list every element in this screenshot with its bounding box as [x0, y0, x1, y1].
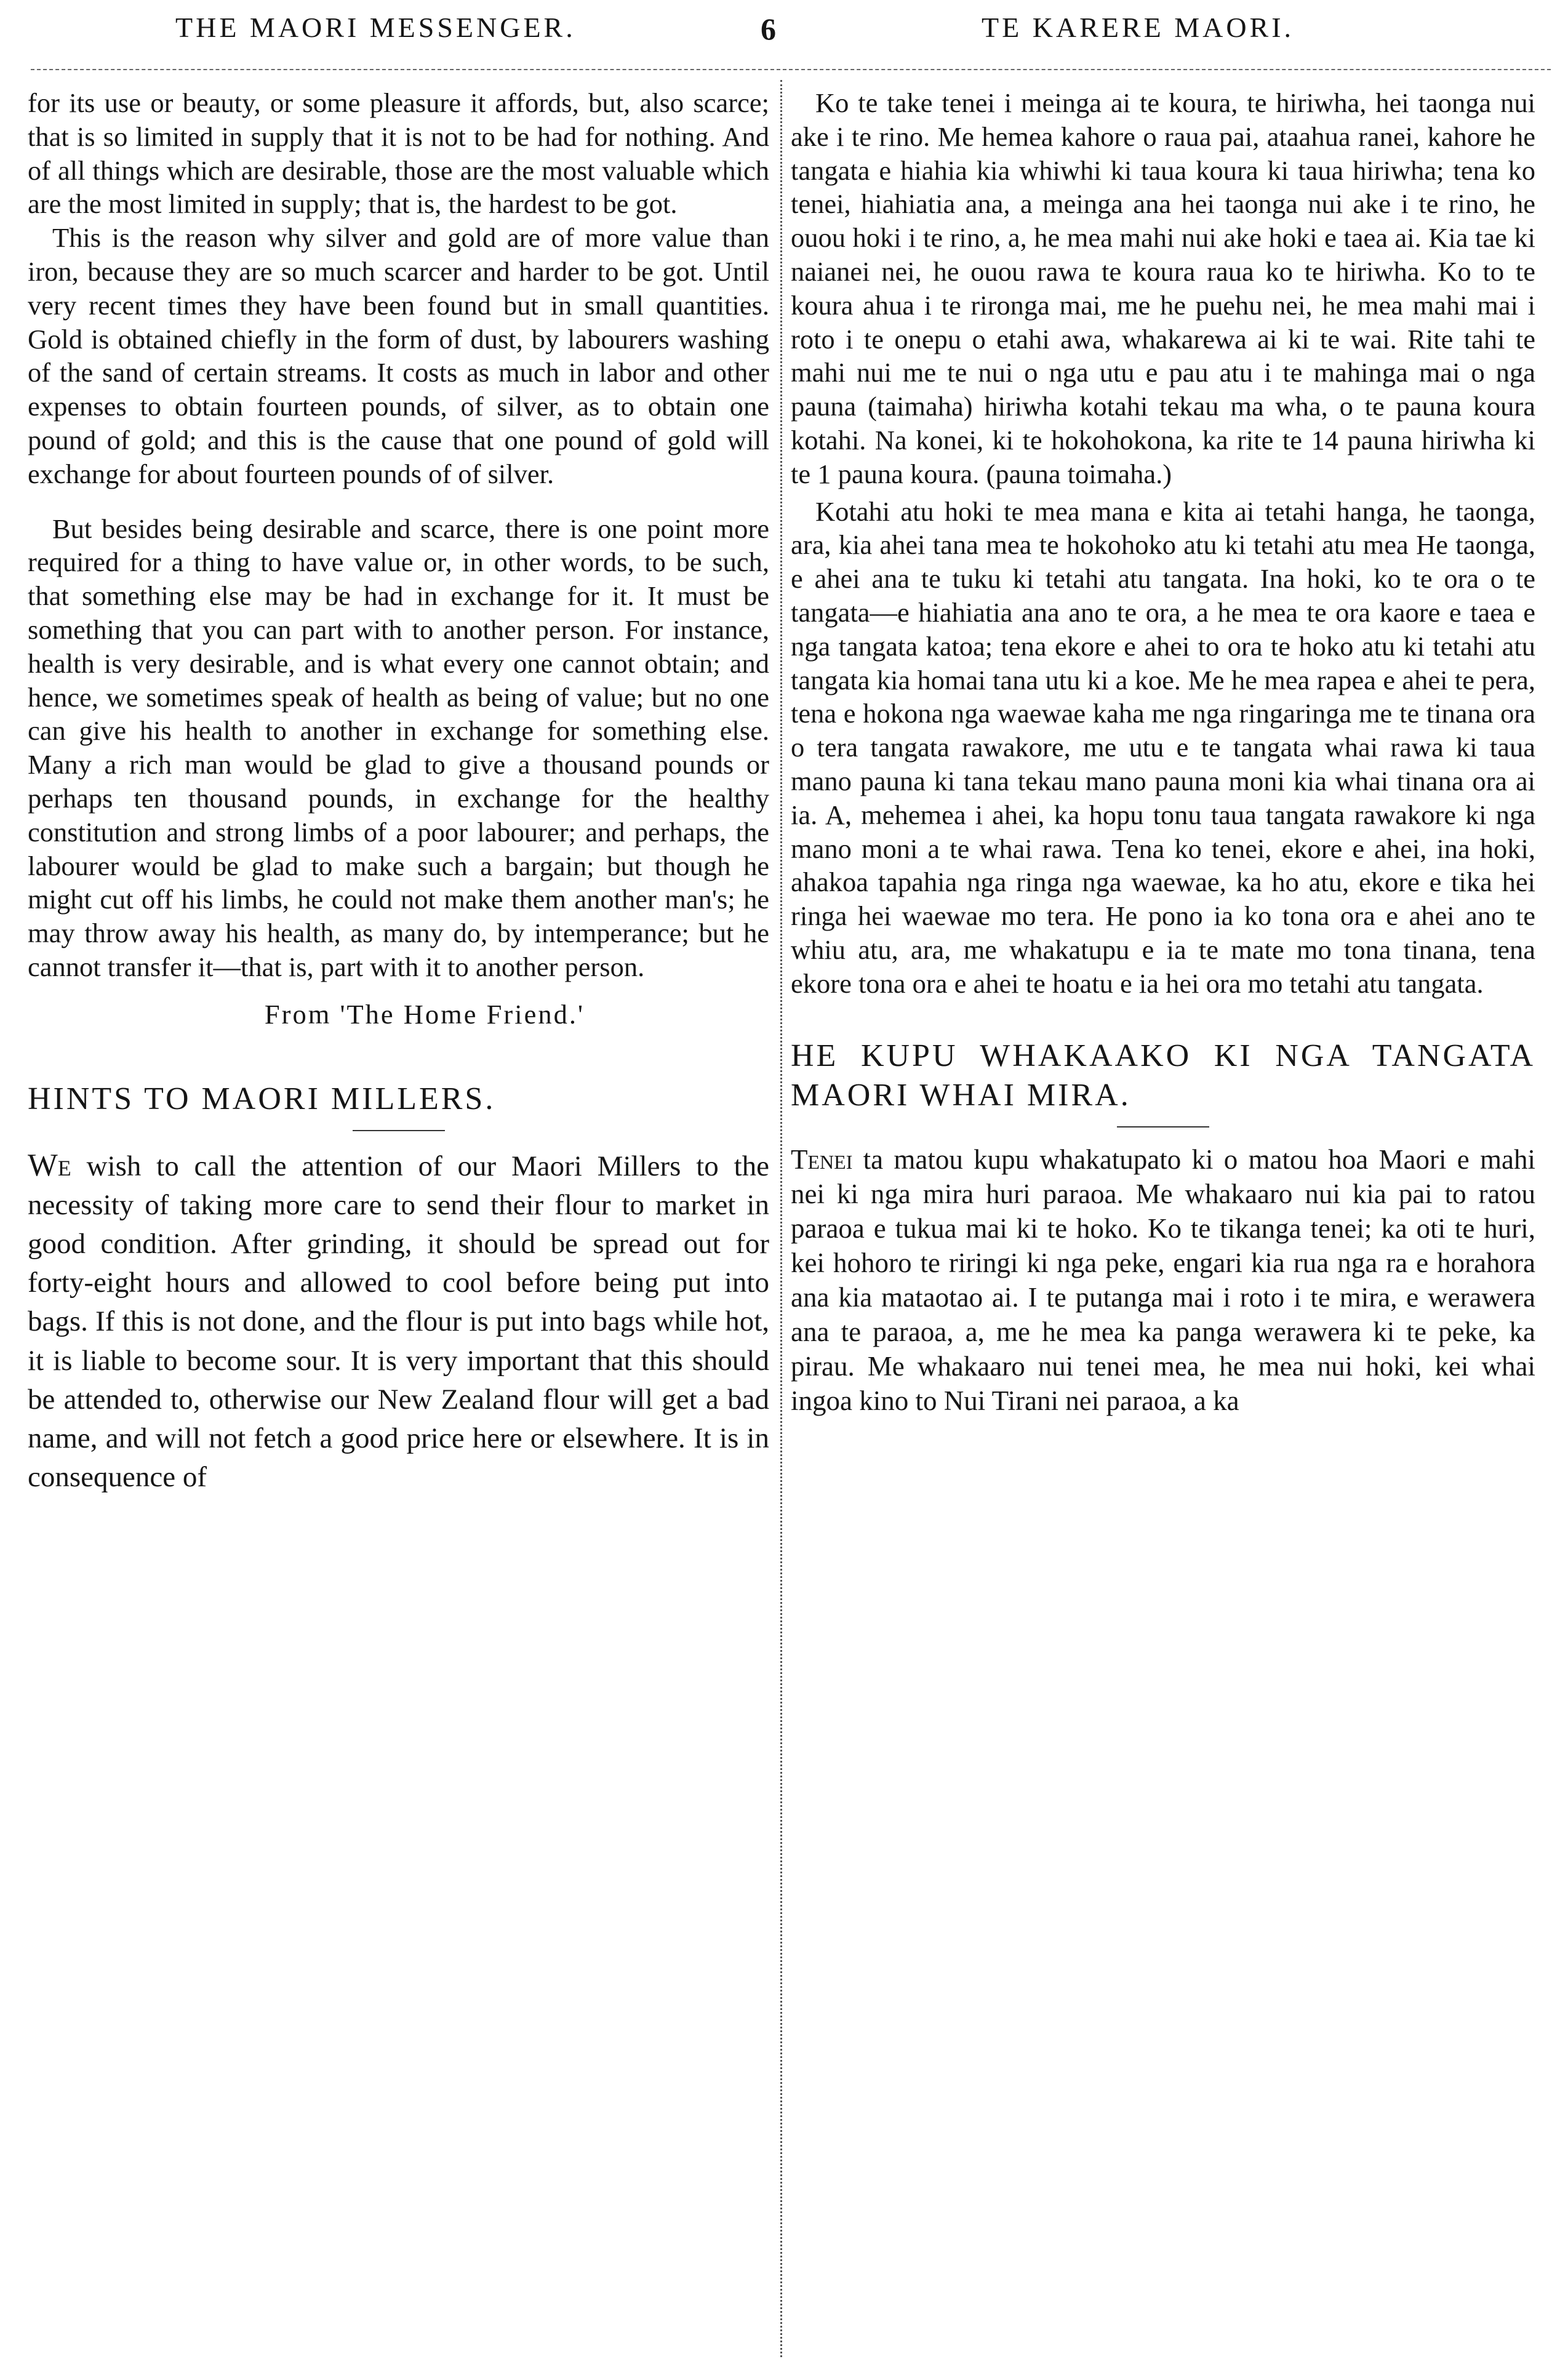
english-paragraph-1: for its use or beauty, or some pleasure it affords, but, also scarce; that is so limited in supply that it is not to be had for nothing. And of all things which are desirable, those are the most valuable which are the most limited in supply; that is, the hardest to be got. — [28, 87, 769, 220]
hints-body-text: wish to call the attention of our Maori Millers to the necessity of taking more care to send their flour to market in good condition. After grinding, it should be spread out for forty-eight hours and allowed to cool before being put into bags. If this is not done, and the flour is put into bags while hot, it is liable to become sour. It is very important that this should be attended to, otherwise our New Zealand flour will get a bad name, and will not fetch a good price here or elsewhere. It is in consequence of — [28, 1150, 770, 1494]
hints-body-paragraph — [28, 1146, 769, 1497]
kupu-heading: HE KUPU WHAKAAKO KI NGA TANGATA MAORI WHAI MIRA. — [791, 1038, 1535, 1113]
column-divider — [780, 80, 782, 2357]
header-rule — [31, 69, 1551, 70]
kupu-lead-word: Tenei — [791, 1143, 853, 1175]
maori-paragraph-1: Ko te take tenei i meinga ai te koura, te hiriwha, hei taonga nui ake i te rino. Me hemea kahore o raua pai, ataahua ranei, kahore he tangata e hiahia kia whiwhi ki taua koura ki taua hiriwha; tena ko tenei, hiahiatia ana, a meinga ana hei taonga nui ake i te rino, he ouou hoki i te rino, a, he mea mahi nui ake hoki e taea ai. Kia tae ki naianei nei, he ouou rawa te koura raua ko te hiriwha. Ko to te koura ahua i te rironga mai, me he puehu nei, he mea mahi mai i roto i te onepu o etahi awa, whakarewa ai ki te wai. Rite tahi te mahi nui me te nui o nga utu e pau atu i te mahinga mai o nga pauna (taimaha) hiriwha kotahi tekau ma wha, o te pauna koura kotahi. Na konei, ki te hokohokona, ka rite te 14 pauna hiriwha ki te 1 pauna koura. (pauna toimaha.) — [791, 87, 1535, 489]
heading-rule — [1117, 1126, 1209, 1127]
maori-paragraph-2: Kotahi atu hoki te mea mana e kita ai tetahi hanga, he taonga, ara, kia ahei tana mea te hokohoko atu ki tetahi atu mea He taonga, e ahei ana te tuku ki tetahi atu tangata. Ina hoki, ko te ora o te tangata—e hiahiatia ana ano te ora, a he mea te ora kaore e taea e nga tangata katoa; tena ekore e ahei to ora te hoko atu ki tetahi atu tangata kia homai tana utu ki a koe. Me he mea rapea e ahei te pera, tena e hokona nga waewae kaha me nga ringaringa me te tinana ora o tera tangata rawakore, me utu e te tangata whai rawa ki taua mano pauna ki tana tekau mano pauna moni kia whai tinana ora ai ia. A, mehemea i ahei, ka hopu tonu taua tangata rawakore ki nga mano moni a te whai rawa. Tena ko tenei, ekore e ahei, ina hoki, ahakoa tapahia nga ringa nga waewae, ka ho atu, ekore e tika hei ringa hei waewae mo tera. He pono ia ko tona ora e ahei ano te whiu atu, ara, me whakatupu e ia te mate mo tona tinana, tena ekore tona ora e ahei te hoatu e ia hei ora mo tetahi atu tangata. — [791, 495, 1535, 999]
article-source: From 'The Home Friend.' — [264, 998, 585, 1030]
maori-masthead: TE KARERE MAORI. — [982, 12, 1295, 43]
english-masthead: THE MAORI MESSENGER. — [175, 12, 576, 43]
english-paragraph-2: This is the reason why silver and gold are of more value than iron, because they are so much scarcer and harder to be got. Until very recent times they have been found but in small quantities. Gold is obtained chiefly in the form of dust, by labourers washing of the sand of certain streams. It costs as much in labor and other expenses to obtain fourteen pounds, of silver, as to obtain one pound of gold; and this is the cause that one pound of gold will exchange for about fourteen pounds of of silver. — [28, 222, 769, 489]
kupu-body-paragraph — [791, 1142, 1535, 1418]
kupu-article — [791, 1036, 1535, 1418]
heading-rule — [353, 1130, 445, 1131]
english-paragraph-3: But besides being desirable and scarce, there is one point more required for a thing to have value or, in other words, to be such, that something else may be had in exchange for it. It must be something that you can part with to another person. For instance, health is very desirable, and is what every one cannot obtain; and hence, we sometimes speak of health as being of value; but no one can give his health to another in exchange for something else. Many a rich man would be glad to give a thousand pounds or perhaps ten thousand pounds, in exchange for the healthy constitution and strong limbs of a poor labourer; and perhaps, the labourer would be glad to make such a bargain; but though he might cut off his limbs, he could not make them another man's; he may throw away his health, as many do, by intemperance; but he cannot transfer it—that is, part with it to another person. — [28, 513, 769, 982]
paragraph-gap — [28, 491, 769, 512]
english-column — [28, 86, 769, 1497]
page-header — [0, 0, 1568, 68]
maori-column — [791, 86, 1535, 1418]
page-number: 6 — [761, 12, 779, 46]
kupu-body-text: ta matou kupu whakatupato ki o matou hoa Maori e mahi nei ki nga mira huri paraoa. Me whakaaro nui kia pai to ratou paraoa e tukua mai ki te hoko. Ko te tikanga tenei; ka oti te huri, kei hohoro te riringi ki nga peke, engari kia rua nga ra e horahora ana kia mataotao ai. I te putanga mai i roto i te mira, e werawera ana te paraoa, a, me he mea ka panga werawera ki te peke, ka pirau. Me whakaaro nui tenei mea, he mea nui hoki, kei whai ingoa kino to Nui Tirani nei paraoa, a ka — [791, 1143, 1535, 1416]
hints-article — [28, 1079, 769, 1497]
hints-heading: HINTS TO MAORI MILLERS. — [28, 1081, 496, 1116]
hints-lead-word: We — [28, 1147, 71, 1183]
